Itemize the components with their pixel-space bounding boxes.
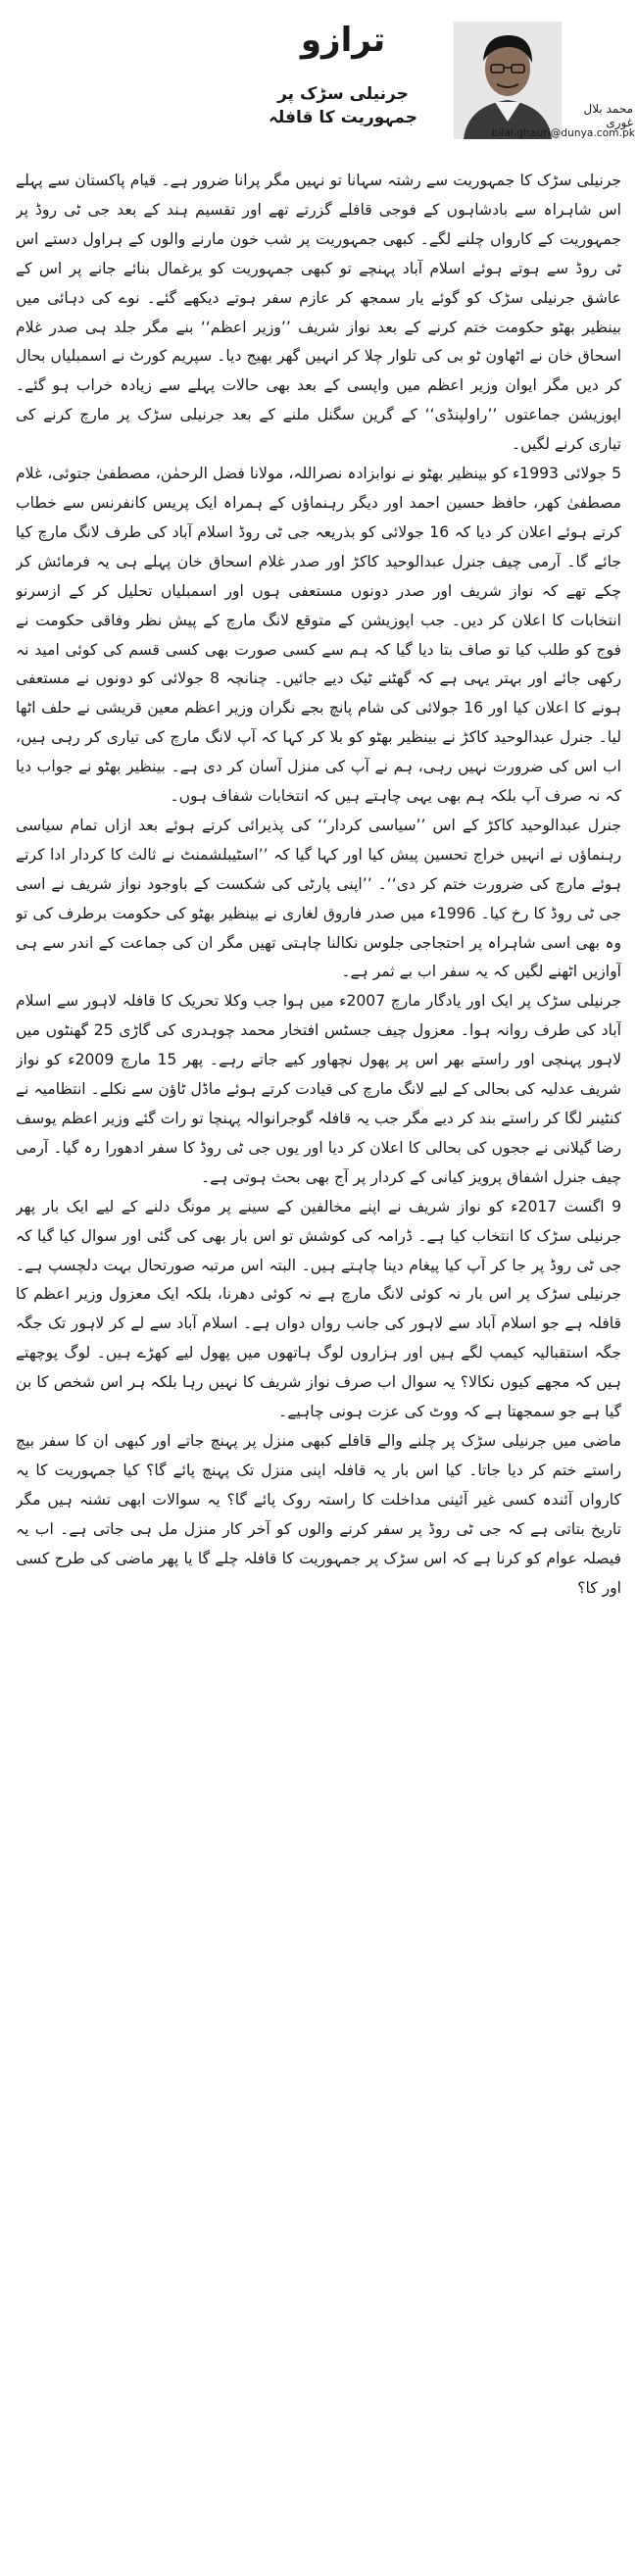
paragraph: ماضی میں جرنیلی سڑک پر چلنے والے قافلے کبھی منزل پر پہنچ جاتے اور کبھی ان کا سفر بیچ راستے ختم کر دیا جاتا۔ کیا اس بار یہ قافلہ اپنی منزل تک پہنچ پائے گا؟ کیا جمہوریت کا یہ کارواں آئندہ کسی غیر آئینی مداخلت کا راستہ روک پائے گا؟ یہ سوالات ابھی تشنہ ہیں مگر تاریخ بتاتی ہے کہ جی ٹی روڈ پر سفر کرنے والوں کو آخر کار منزل مل ہی جاتی ہے۔ اب یہ فیصلہ عوام کو کرنا ہے کہ اس سڑک پر جمہوریت کا قافلہ چلے گا یا پھر ماضی کی طرح کسی اور کا؟ bbox=[16, 1431, 621, 1597]
author-photo bbox=[454, 22, 562, 139]
paragraph: جرنیلی سڑک پر ایک اور یادگار مارچ 2007ء میں ہوا جب وکلا تحریک کا قافلہ لاہور سے اسلام آباد کی طرف روانہ ہوا۔ معزول چیف جسٹس افتخار محمد چوہدری کی گاڑی 25 گھنٹوں میں لاہور پہنچی اور راستے بھر اس پر پھول نچھاور کیے جاتے رہے۔ پھر 15 مارچ 2009ء کو نواز شریف عدلیہ کی بحالی کے لیے لانگ مارچ کی قیادت کرتے ہوئے ماڈل ٹاؤن سے نکلے۔ انتظامیہ نے کنٹینر لگا کر راستے بند کر دیے مگر جب یہ قافلہ گوجرانوالہ پہنچا تو رات گئے وزیر اعظم یوسف رضا گیلانی نے ججوں کی بحالی کا اعلان کر دیا اور یوں جی ٹی روڈ کا سفر ادھورا رہ گیا۔ آرمی چیف جنرل اشفاق پرویز کیانی کے کردار پر آج بھی بحث ہوتی ہے۔ bbox=[16, 992, 621, 1186]
article-body bbox=[16, 167, 621, 2558]
paragraph: جرنیلی سڑک کا جمہوریت سے رشتہ سہانا تو نہیں مگر پرانا ضرور ہے۔ قیام پاکستان سے پہلے اس شاہراہ سے بادشاہوں کے فوجی قافلے گزرتے تھے اور تقسیم ہند کے بعد جی ٹی روڈ پر جمہوریت کے کارواں چلنے لگے۔ کبھی جمہوریت پر شب خون مارنے والوں کے ہراول دستے اس ٹی روڈ سے ہوتے ہوئے اسلام آباد پہنچے تو کبھی جمہوریت کو یرغمال بنائے جانے پر اس کے عاشق جرنیلی سڑک کو گوئے یار سمجھ کر عازم سفر ہوتے دیکھے گئے۔ نوے کی دہائی میں بینظیر بھٹو حکومت ختم کرنے کے بعد نواز شریف ’’وزیر اعظم‘‘ بنے مگر جلد ہی صدر غلام اسحاق خان نے اٹھاون ٹو بی کی تلوار چلا کر انہیں گھر بھیج دیا۔ سپریم کورٹ نے اسمبلیاں بحال کر دیں مگر ایوان وزیر اعظم میں واپسی کے بعد بھی حالات پہلے سے زیادہ خراب ہو گئے۔ اپوزیشن جماعتوں ’’راولپنڈی‘‘ کے گرین سگنل ملنے کے بعد جرنیلی سڑک پر مارچ کرنے کی تیاری کرنے لگیں۔ bbox=[16, 172, 621, 454]
paragraph: جنرل عبدالوحید کاکڑ کے اس ’’سیاسی کردار‘‘ کی پذیرائی کرتے ہوئے بعد ازاں تمام سیاسی رہنماؤں نے انہیں خراج تحسین پیش کیا اور کہا گیا کہ ’’اسٹیبلشمنٹ نے ثالث کا کردار ادا کرتے ہوئے مارچ کی ضرورت ختم کر دی‘‘۔ ’’اپنی پارٹی کی شکست کے باوجود نواز شریف نے اسی جی ٹی روڈ کا رخ کیا۔ 1996ء میں صدر فاروق لغاری نے بینظیر بھٹو کی حکومت برطرف کی تو وہ بھی اسی شاہراہ پر احتجاجی جلوس نکالنا چاہتی تھیں مگر ان کی جماعت کے اندر سے ہی آوازیں اٹھنے لگیں کہ یہ سفر اب بے ثمر ہے۔ bbox=[16, 816, 621, 981]
author-email: bilal.ghauri@dunya.com.pk bbox=[491, 127, 635, 139]
column-title: ترازو bbox=[300, 21, 386, 60]
title-block bbox=[245, 18, 441, 140]
paragraph: 5 جولائی 1993ء کو بینظیر بھٹو نے نوابزادہ نصراللہ، مولانا فضل الرحمٰن، مصطفیٰ جتوئی، غلام مصطفیٰ کھر، حافظ حسین احمد اور دیگر رہنماؤں کے ہمراہ ایک پریس کانفرنس سے خطاب کرتے ہوئے اعلان کر دیا کہ 16 جولائی کو بذریعہ جی ٹی روڈ اسلام آباد کی طرف لانگ مارچ کیا جائے گا۔ آرمی چیف جنرل عبدالوحید کاکڑ اور صدر غلام اسحاق خان پہلے ہی یہ فرمائش کر چکے تھے کہ نواز شریف اور صدر دونوں مستعفی ہوں اور اسمبلیاں تحلیل کر کے ازسرنو انتخابات کا اعلان کر دیں۔ جب اپوزیشن کے متوقع لانگ مارچ کے پیش نظر وفاقی حکومت نے فوج کو طلب کیا تو صاف بتا دیا گیا کہ ہم سے کسی صورت بھی کسی قسم کی کوئی امید نہ رکھی جائے اور بہتر یہی ہے کہ گھٹنے ٹیک دیے جائیں۔ چنانچہ 8 جولائی کو دونوں نے مستعفی ہونے کا اعلان کیا اور 16 جولائی کی شام پانچ بجے نگران وزیر اعظم معین قریشی نے حلف اٹھا لیا۔ جنرل عبدالوحید کاکڑ نے بینظیر بھٹو کو بلا کر کہا کہ آپ لانگ مارچ کی تیاری کر رہی ہیں، اب اس کی ضرورت نہیں رہی، ہم نے آپ کی منزل آسان کر دی ہے۔ بینظیر بھٹو نے جواب دیا کہ نہ صرف آپ بلکہ ہم بھی یہی چاہتے ہیں کہ انتخابات شفاف ہوں۔ bbox=[16, 465, 621, 806]
author-name: محمد بلال غوری bbox=[583, 102, 633, 129]
column-header bbox=[0, 0, 637, 147]
article-headline: جرنیلی سڑک پر جمہوریت کا قافلہ bbox=[268, 84, 418, 127]
paragraph: 9 اگست 2017ء کو نواز شریف نے اپنے مخالفین کے سینے پر مونگ دلنے کے لیے ایک بار پھر جرنیلی سڑک کا انتخاب کیا ہے۔ ڈرامہ کی کوشش تو اس بار بھی کی گئی اور سوال کیا گیا کہ جی ٹی روڈ پر جا کر آپ کیا پیغام دینا چاہتے ہیں۔ البتہ اس مرتبہ صورتحال بہت دلچسپ ہے۔ جرنیلی سڑک پر اس بار نہ کوئی لانگ مارچ ہے نہ کوئی دھرنا، بلکہ ایک معزول وزیر اعظم کا قافلہ ہے جو اسلام آباد سے لاہور کی جانب رواں دواں ہے۔ اسلام آباد سے لے کر لاہور تک جگہ جگہ استقبالیہ کیمپ لگے ہیں اور ہزاروں لوگ ہاتھوں میں پھول لیے کھڑے ہیں۔ لوگ پوچھتے ہیں کہ مجھے کیوں نکالا؟ یہ سوال اب صرف نواز شریف کا نہیں رہا بلکہ ہر اس شخص کا بن گیا ہے جو سمجھتا ہے کہ ووٹ کی عزت ہونی چاہیے۔ bbox=[16, 1197, 621, 1421]
